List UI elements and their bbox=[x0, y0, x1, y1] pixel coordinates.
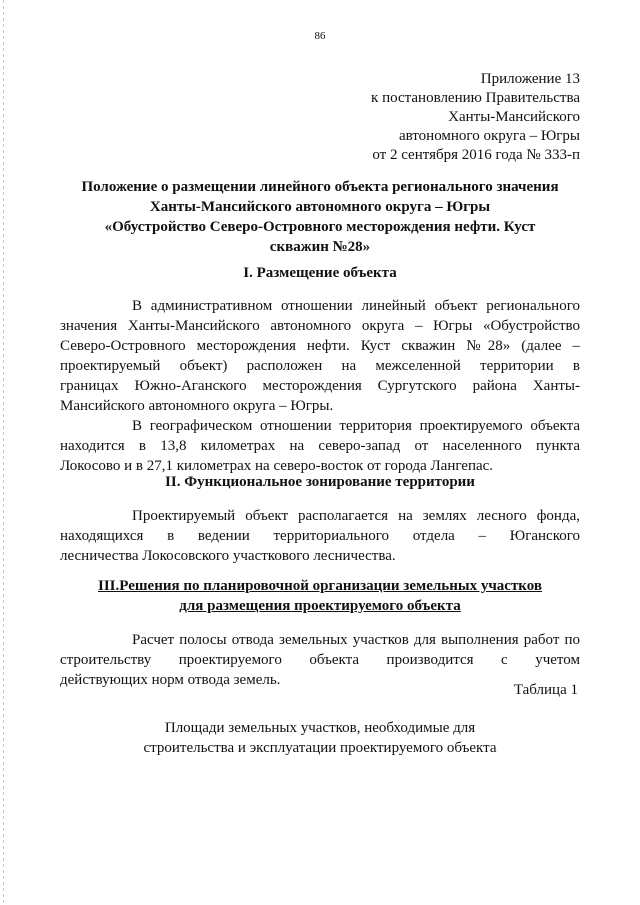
section-heading-text: III.Решения по планировочной организации земельных участков bbox=[98, 578, 542, 594]
caption-line: Площади земельных участков, необходимые для bbox=[164, 720, 476, 736]
appendix-line: Ханты-Мансийского bbox=[448, 109, 580, 125]
title-line: Положение о размещении линейного объекта регионального значения bbox=[81, 179, 559, 195]
section-heading-text: для размещения проектируемого объекта bbox=[179, 598, 461, 614]
paragraph-line: лесничества Локосовского участкового лесничества. bbox=[60, 548, 396, 564]
title-line: Ханты-Мансийского автономного округа – Югры bbox=[149, 199, 491, 215]
appendix-line: от 2 сентября 2016 года № 333-п bbox=[372, 147, 580, 163]
paragraph-line: В административном отношении линейный объект регионального bbox=[132, 298, 580, 314]
section-1-heading bbox=[60, 263, 580, 283]
paragraph-line: строительству проектируемого объекта производится с учетом bbox=[60, 652, 580, 668]
paragraph-line: границах Южно-Аганского месторождения Сургутского района Ханты- bbox=[60, 378, 580, 394]
section-1-paragraph-2 bbox=[60, 416, 580, 476]
paragraph-line: значения Ханты-Мансийского автономного округа – Югры «Обустройство bbox=[60, 318, 580, 334]
section-1-paragraph-1 bbox=[60, 296, 580, 416]
appendix-line: Приложение 13 bbox=[480, 71, 580, 87]
paragraph-line: Северо-Островного месторождения нефти. Куст скважин №28» (далее – bbox=[60, 338, 580, 354]
section-2-paragraph-1 bbox=[60, 506, 580, 566]
title-line: «Обустройство Северо-Островного месторождения нефти. Куст bbox=[104, 219, 536, 235]
paragraph-line: находится в 13,8 километрах на северо-запад от населенного пункта bbox=[60, 438, 580, 454]
paragraph-line: действующих норм отвода земель. bbox=[60, 672, 281, 688]
paragraph-line: Проектируемый объект располагается на землях лесного фонда, bbox=[132, 508, 580, 524]
scan-edge-line bbox=[3, 0, 4, 905]
section-3-paragraph-1 bbox=[60, 630, 580, 690]
section-heading-text: II. Функциональное зонирование территории bbox=[165, 474, 475, 490]
table-label: Таблица 1 bbox=[513, 682, 578, 698]
appendix-line: автономного округа – Югры bbox=[398, 128, 580, 144]
paragraph-line: Локосово и в 27,1 километрах на северо-восток от города Лангепас. bbox=[60, 458, 494, 474]
table-caption bbox=[60, 718, 580, 758]
document-title bbox=[60, 177, 580, 257]
section-heading-text: I. Размещение объекта bbox=[243, 265, 397, 281]
paragraph-line: Мансийского автономного округа – Югры. bbox=[60, 398, 334, 414]
section-3-heading bbox=[60, 576, 580, 616]
caption-line: строительства и эксплуатации проектируемого объекта bbox=[143, 740, 497, 756]
page-number: 86 bbox=[314, 30, 326, 42]
paragraph-line: находящихся в ведении территориального отдела – Юганского bbox=[60, 528, 580, 544]
paragraph-line: В географическом отношении территория проектируемого объекта bbox=[132, 418, 580, 434]
section-2-heading bbox=[60, 472, 580, 492]
paragraph-line: Расчет полосы отвода земельных участков для выполнения работ по bbox=[132, 632, 580, 648]
appendix-reference bbox=[371, 70, 580, 165]
appendix-line: к постановлению Правительства bbox=[371, 90, 580, 106]
paragraph-line: проектируемый объект) расположен на межселенной территории в bbox=[60, 358, 580, 374]
title-line: скважин №28» bbox=[269, 239, 371, 255]
